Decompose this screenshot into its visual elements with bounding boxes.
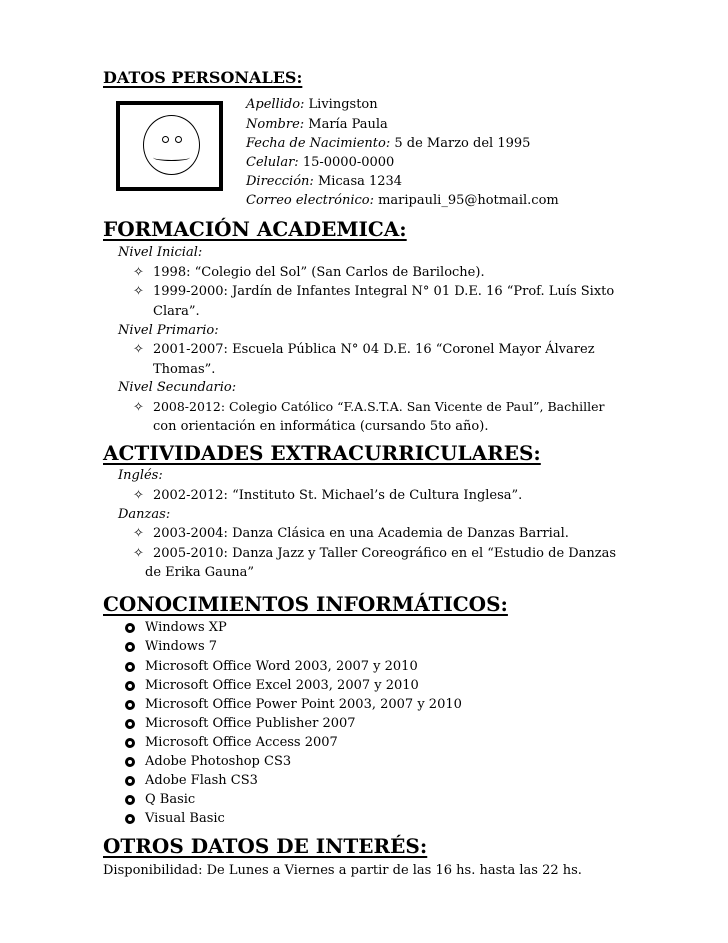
other-heading: OTROS DATOS DE INTERÉS: xyxy=(103,834,428,858)
circle-bullet-icon xyxy=(125,719,135,729)
mouth xyxy=(153,154,190,161)
star-bullet-icon: ✧ xyxy=(133,546,144,561)
list-item: Microsoft Office Publisher 2007 xyxy=(145,716,356,731)
list-item-continuation: Clara”. xyxy=(153,304,200,319)
field-direccion: Dirección: Micasa 1234 xyxy=(246,174,403,189)
star-bullet-icon: ✧ xyxy=(133,342,144,357)
education-heading: FORMACIÓN ACADEMICA: xyxy=(103,217,407,241)
list-item: ✧ 1998: “Colegio del Sol” (San Carlos de Bariloche). xyxy=(133,265,485,280)
field-fecha: Fecha de Nacimiento: 5 de Marzo del 1995 xyxy=(246,136,531,151)
list-item-continuation: Thomas”. xyxy=(153,362,216,377)
nivel-secundario-label: Nivel Secundario: xyxy=(118,380,237,395)
list-item: Visual Basic xyxy=(145,811,225,826)
danzas-label: Danzas: xyxy=(118,507,171,522)
star-bullet-icon: ✧ xyxy=(133,284,144,299)
nivel-primario-label: Nivel Primario: xyxy=(118,323,219,338)
circle-bullet-icon xyxy=(125,662,135,672)
circle-bullet-icon xyxy=(125,623,135,633)
photo-frame xyxy=(116,101,223,191)
list-item: ✧ 2005-2010: Danza Jazz y Taller Coreográfico en el “Estudio de Danzas xyxy=(133,546,617,561)
list-item: Windows XP xyxy=(145,620,227,635)
field-correo: Correo electrónico: maripauli_95@hotmail.com xyxy=(246,193,559,208)
list-item-continuation: con orientación en informática (cursando 5to año). xyxy=(153,419,489,434)
list-item: ✧ 2001-2007: Escuela Pública N° 04 D.E. 16 “Coronel Mayor Álvarez xyxy=(133,342,595,357)
list-item: Microsoft Office Power Point 2003, 2007 y 2010 xyxy=(145,697,462,712)
ingles-label: Inglés: xyxy=(118,468,163,483)
circle-bullet-icon xyxy=(125,700,135,710)
list-item: Microsoft Office Access 2007 xyxy=(145,735,338,750)
list-item: ✧ 2008-2012: Colegio Católico “F.A.S.T.A. San Vicente de Paul”, Bachiller xyxy=(133,399,605,415)
list-item: ✧ 2003-2004: Danza Clásica en una Academia de Danzas Barrial. xyxy=(133,526,569,541)
personal-heading: DATOS PERSONALES: xyxy=(103,68,303,87)
list-item: ✧ 2002-2012: “Instituto St. Michael’s de Cultura Inglesa”. xyxy=(133,488,523,503)
list-item: Microsoft Office Word 2003, 2007 y 2010 xyxy=(145,659,418,674)
left-eye xyxy=(162,136,169,143)
field-celular: Celular: 15-0000-0000 xyxy=(246,155,395,170)
field-nombre: Nombre: María Paula xyxy=(246,117,388,132)
star-bullet-icon: ✧ xyxy=(133,400,144,415)
list-item: Q Basic xyxy=(145,792,196,807)
list-item: ✧ 1999-2000: Jardín de Infantes Integral N° 01 D.E. 16 “Prof. Luís Sixto xyxy=(133,284,615,299)
circle-bullet-icon xyxy=(125,795,135,805)
field-apellido: Apellido: Livingston xyxy=(246,97,378,112)
extra-heading: ACTIVIDADES EXTRACURRICULARES: xyxy=(103,441,541,465)
star-bullet-icon: ✧ xyxy=(133,526,144,541)
star-bullet-icon: ✧ xyxy=(133,488,144,503)
nivel-inicial-label: Nivel Inicial: xyxy=(118,245,203,260)
right-eye xyxy=(175,136,182,143)
list-item-continuation: de Erika Gauna” xyxy=(145,565,255,580)
circle-bullet-icon xyxy=(125,776,135,786)
availability-text: Disponibilidad: De Lunes a Viernes a partir de las 16 hs. hasta las 22 hs. xyxy=(103,863,582,878)
computing-heading: CONOCIMIENTOS INFORMÁTICOS: xyxy=(103,592,508,616)
circle-bullet-icon xyxy=(125,757,135,767)
list-item: Microsoft Office Excel 2003, 2007 y 2010 xyxy=(145,678,419,693)
circle-bullet-icon xyxy=(125,814,135,824)
list-item: Windows 7 xyxy=(145,639,218,654)
circle-bullet-icon xyxy=(125,738,135,748)
circle-bullet-icon xyxy=(125,642,135,652)
smiley-face-icon xyxy=(143,115,200,175)
list-item: Adobe Flash CS3 xyxy=(145,773,258,788)
circle-bullet-icon xyxy=(125,681,135,691)
star-bullet-icon: ✧ xyxy=(133,265,144,280)
list-item: Adobe Photoshop CS3 xyxy=(145,754,292,769)
